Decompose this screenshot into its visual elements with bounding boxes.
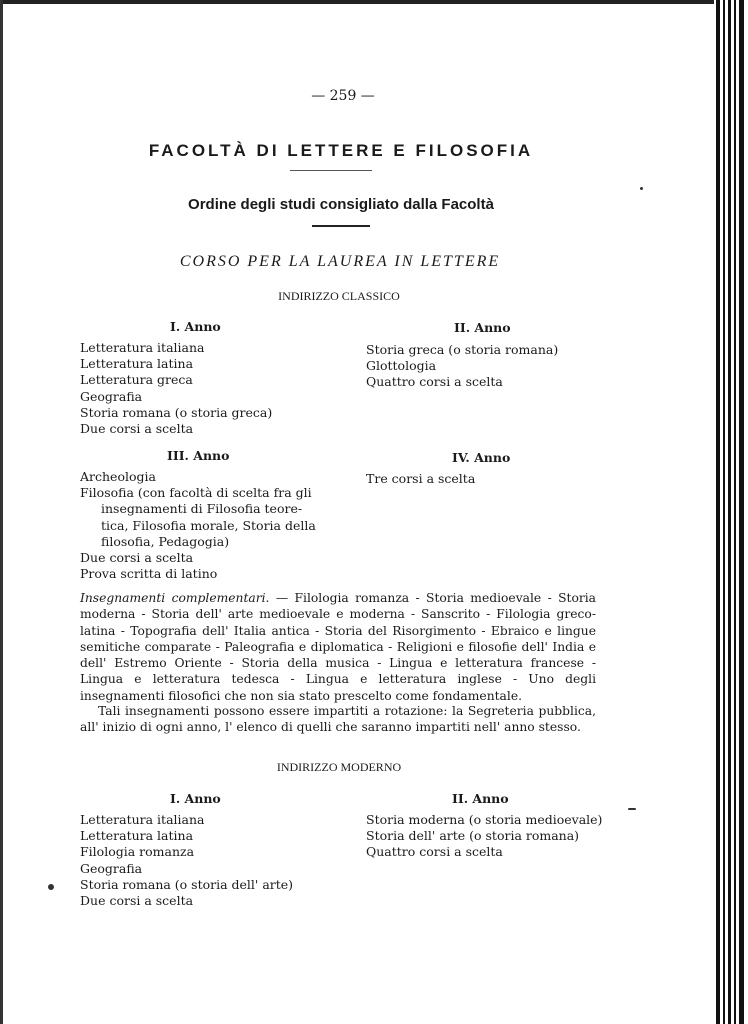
list-item: Filologia romanza <box>80 844 195 860</box>
list-item: Prova scritta di latino <box>80 566 218 582</box>
list-item: Storia greca (o storia romana) <box>366 342 559 357</box>
list-item: Quattro corsi a scelta <box>366 844 503 860</box>
study-order-subtitle: Ordine degli studi consigliato dalla Facoltà <box>188 196 494 213</box>
list-item: Letteratura italiana <box>80 812 205 827</box>
list-item: Quattro corsi a scelta <box>366 374 503 390</box>
moderno-year2-list <box>366 812 602 861</box>
classico-year3-list <box>80 469 316 582</box>
list-item: Storia dell' arte (o storia romana) <box>366 828 580 844</box>
title-divider <box>290 170 372 171</box>
list-item: Storia romana (o storia greca) <box>80 404 273 420</box>
classico-year4-list <box>366 471 475 487</box>
list-item: Letteratura greca <box>80 372 193 388</box>
list-item: Letteratura latina <box>80 356 194 372</box>
list-item: Storia romana (o storia dell' arte) <box>80 876 294 892</box>
list-item: insegnamenti di Filosofia teore- <box>101 501 303 517</box>
list-item: filosofia, Pedagogia) <box>101 533 230 549</box>
list-item: Due corsi a scelta <box>80 893 194 909</box>
classico-year2-list <box>366 342 558 391</box>
complementary-paragraph <box>80 590 596 704</box>
rotation-paragraph: Tali insegnamenti possono essere impartiti a rotazione: la Segreteria pubblica, all' inizio di ogni anno, l' elenco di quelli che saranno impartiti nell' anno stesso. <box>80 704 596 735</box>
list-item: Glottologia <box>366 358 437 374</box>
list-item: Tre corsi a scelta <box>366 471 476 486</box>
list-item: tica, Filosofia morale, Storia della <box>101 517 316 533</box>
complementary-text: — Filologia romanza - Storia medioevale - Storia moderna - Storia dell' arte medioevale e moderna - Sanscrito - Filologia greco-latina - Topografia dell' Italia antica - Storia del Risorgimento - Ebraico e lingue semitiche comparate - Paleografia e diplomatica - Religioni e filosofie dell' India e dell' Estremo Oriente - Storia della musica - Lingua e letteratura francese - Lingua e letteratura tedesca - Lingua e letteratura inglese - Uno degli insegnamenti filosofici che non sia stato prescelto come fondamentale. <box>80 591 596 703</box>
moderno-year1-list <box>80 812 293 909</box>
scan-speck <box>628 808 636 810</box>
list-item: Letteratura italiana <box>80 340 205 355</box>
subtitle-divider <box>312 225 370 227</box>
list-item: Archeologia <box>80 469 156 484</box>
list-item: Due corsi a scelta <box>80 550 194 566</box>
list-item: Geografia <box>80 860 143 876</box>
course-title: CORSO PER LA LAUREA IN LETTERE <box>179 253 501 270</box>
classico-year1-list <box>80 340 272 437</box>
list-item: Filosofia (con facoltà di scelta fra gli <box>80 485 312 501</box>
classico-year1-title: I. Anno <box>170 319 221 334</box>
faculty-title: FACOLTÀ DI LETTERE E FILOSOFIA <box>148 141 534 160</box>
classico-heading: INDIRIZZO CLASSICO <box>278 289 400 303</box>
moderno-year1-title: I. Anno <box>170 791 221 806</box>
complementary-label: Insegnamenti complementari. <box>80 591 270 605</box>
list-item: Geografia <box>80 388 143 404</box>
list-item: Storia moderna (o storia medioevale) <box>366 812 603 827</box>
classico-year4-title: IV. Anno <box>452 450 511 465</box>
moderno-year2-title: II. Anno <box>452 791 509 806</box>
list-item: Due corsi a scelta <box>80 421 194 437</box>
classico-year2-title: II. Anno <box>454 320 511 335</box>
scan-speck <box>640 187 643 190</box>
moderno-heading: INDIRIZZO MODERNO <box>276 760 402 774</box>
classico-year3-title: III. Anno <box>167 448 230 463</box>
scan-speck <box>48 884 54 890</box>
book-spine-edge <box>714 0 748 1024</box>
page-number: — 259 — <box>311 88 375 104</box>
list-item: Letteratura latina <box>80 828 194 844</box>
top-border <box>0 0 720 4</box>
